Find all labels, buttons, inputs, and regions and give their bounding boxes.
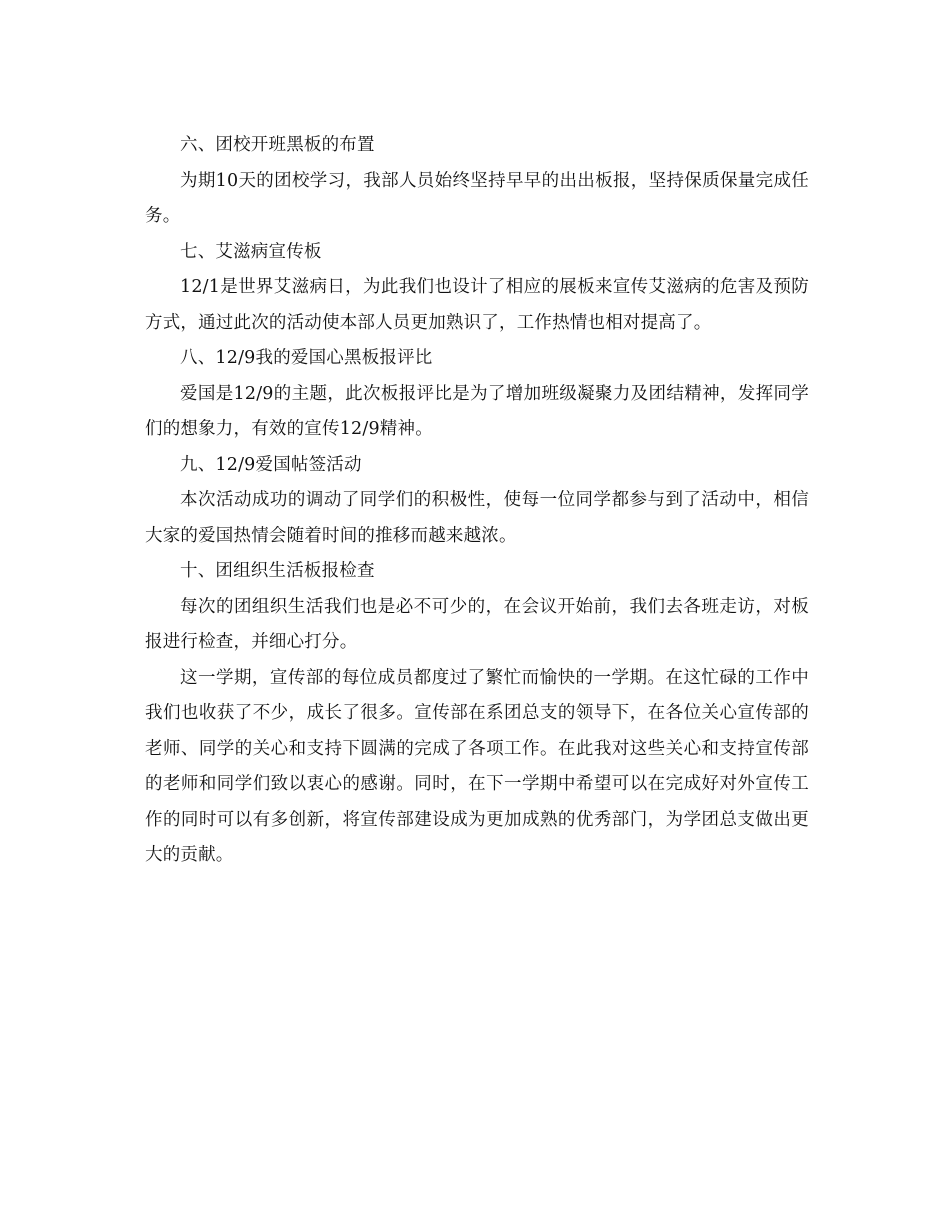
section-heading-6: 六、团校开班黑板的布置	[180, 135, 375, 155]
section-body-7: 12/1是世界艾滋病日，为此我们也设计了相应的展板来宣传艾滋病的危害及预防方式，通过此次的活动使本部人员更加熟识了，工作热情也相对提高了。	[145, 277, 809, 333]
section-body-6: 为期10天的团校学习，我部人员始终坚持早早的出出板报，坚持保质保量完成任务。	[145, 170, 809, 226]
section-body-8: 爱国是12/9的主题，此次板报评比是为了增加班级凝聚力及团结精神，发挥同学们的想象力，有效的宣传12/9精神。	[145, 383, 809, 439]
section-heading-10: 十、团组织生活板报检查	[180, 561, 375, 581]
section-heading-7: 七、艾滋病宣传板	[180, 241, 322, 262]
section-body-9: 本次活动成功的调动了同学们的积极性，使每一位同学都参与到了活动中，相信大家的爱国热情会随着时间的推移而越来越浓。	[145, 490, 809, 546]
closing-paragraph: 这一学期，宣传部的每位成员都度过了繁忙而愉快的一学期。在这忙碌的工作中我们也收获了不少，成长了很多。宣传部在系团总支的领导下，在各位关心宣传部的老师、同学的关心和支持下圆满的完成了各项工作。在此我对这些关心和支持宣传部的老师和同学们致以衷心的感谢。同时，在下一学期中希望可以在完成好对外宣传工作的同时可以有多创新，将宣传部建设成为更加成熟的优秀部门，为学团总支做出更大的贡献。	[145, 667, 809, 865]
section-body-10: 每次的团组织生活我们也是必不可少的，在会议开始前，我们去各班走访，对板报进行检查，并细心打分。	[145, 596, 809, 652]
section-heading-8: 八、12/9我的爱国心黑板报评比	[180, 348, 433, 368]
document-body	[145, 128, 809, 874]
section-heading-9: 九、12/9爱国帖签活动	[180, 454, 362, 475]
